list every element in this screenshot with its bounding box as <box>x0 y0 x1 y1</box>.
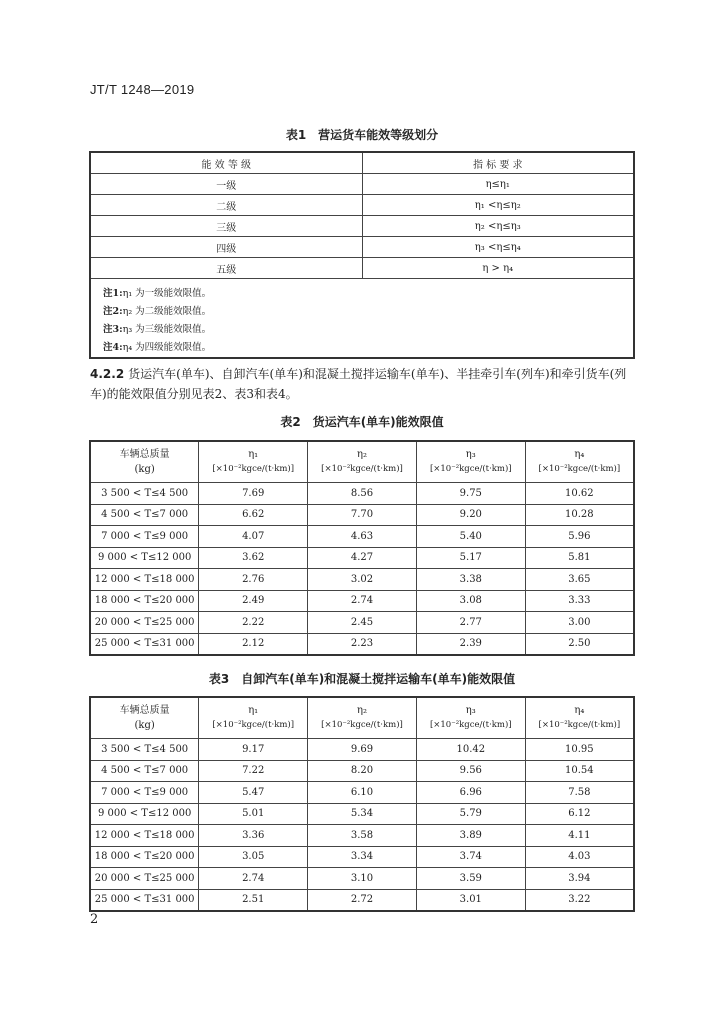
limit-value-cell: 6.10 <box>308 782 417 804</box>
limit-value-cell: 6.62 <box>199 504 308 526</box>
limit-value-cell: 2.77 <box>416 612 525 634</box>
header-text: η₄ <box>574 449 585 460</box>
table-row <box>90 825 634 847</box>
grade-cell: 三级 <box>90 216 362 237</box>
table-row <box>90 633 634 655</box>
header-gross-mass <box>90 441 199 483</box>
mass-range-cell: 20 000 < T≤25 000 <box>90 612 199 634</box>
requirement-cell: η₂ <η≤η₃ <box>362 216 634 237</box>
mass-range-cell: 7 000 < T≤9 000 <box>90 526 199 548</box>
limit-value-cell: 3.01 <box>416 889 525 911</box>
header-text: [×10⁻²kgce/(t·km)] <box>538 720 621 730</box>
limit-value-cell: 7.58 <box>525 782 634 804</box>
header-text: η₃ <box>465 449 476 460</box>
note-label: 注2: <box>103 306 123 317</box>
header-text: [×10⁻²kgce/(t·km)] <box>321 464 403 474</box>
table-row <box>90 739 634 761</box>
header-text: [×10⁻²kgce/(t·km)] <box>321 720 403 730</box>
limit-value-cell: 10.42 <box>416 739 525 761</box>
limit-value-cell: 10.95 <box>525 739 634 761</box>
limit-value-cell: 8.20 <box>308 760 417 782</box>
header-eta2 <box>308 697 417 739</box>
note-label: 注4: <box>103 342 123 353</box>
table2-caption-title: 货运汽车(单车)能效限值 <box>312 415 444 429</box>
document-code: JT/T 1248—2019 <box>90 82 195 97</box>
limit-value-cell: 3.33 <box>525 590 634 612</box>
limit-value-cell: 6.96 <box>416 782 525 804</box>
mass-range-cell: 9 000 < T≤12 000 <box>90 547 199 569</box>
limit-value-cell: 3.22 <box>525 889 634 911</box>
page-number: 2 <box>90 912 99 927</box>
header-text: 车辆总质量 <box>119 705 170 716</box>
mass-range-cell: 12 000 < T≤18 000 <box>90 569 199 591</box>
note-line <box>103 303 633 321</box>
table-row <box>90 889 634 911</box>
table3-caption-number: 表3 <box>208 672 230 686</box>
header-eta3 <box>416 697 525 739</box>
dump-truck-limit-table <box>89 696 635 912</box>
header-text: (kg) <box>134 464 155 475</box>
limit-value-cell: 3.05 <box>199 846 308 868</box>
table-row <box>90 216 634 237</box>
header-text: η₂ 为二级能效限值。 <box>122 306 212 317</box>
table1-header-grade: 能 效 等 级 <box>90 152 362 174</box>
header-eta2 <box>308 441 417 483</box>
limit-value-cell: 3.08 <box>416 590 525 612</box>
limit-value-cell: 4.03 <box>525 846 634 868</box>
table-row <box>90 803 634 825</box>
limit-value-cell: 3.62 <box>199 547 308 569</box>
limit-value-cell: 5.17 <box>416 547 525 569</box>
mass-range-cell: 18 000 < T≤20 000 <box>90 590 199 612</box>
limit-value-cell: 2.23 <box>308 633 417 655</box>
table-row <box>90 237 634 258</box>
header-text: η₄ 为四级能效限值。 <box>122 342 212 353</box>
table-row <box>90 195 634 216</box>
grade-cell: 一级 <box>90 174 362 195</box>
note-line <box>103 339 633 357</box>
note-line <box>103 285 633 303</box>
limit-value-cell: 9.69 <box>308 739 417 761</box>
header-text: η₂ <box>356 449 367 460</box>
requirement-cell: η≤η₁ <box>362 174 634 195</box>
limit-value-cell: 5.96 <box>525 526 634 548</box>
mass-range-cell: 4 500 < T≤7 000 <box>90 760 199 782</box>
limit-value-cell: 7.69 <box>199 483 308 505</box>
table1-caption-title: 营运货车能效等级划分 <box>318 128 439 142</box>
clause-text: 货运汽车(单车)、自卸汽车(单车)和混凝土搅拌运输车(单车)、半挂牵引车(列车)和牵引货车(列车)的能效限值分别见表2、表3和表4。 <box>90 367 627 401</box>
limit-value-cell: 10.62 <box>525 483 634 505</box>
limit-value-cell: 4.11 <box>525 825 634 847</box>
limit-value-cell: 2.51 <box>199 889 308 911</box>
table-row <box>90 569 634 591</box>
limit-value-cell: 4.27 <box>308 547 417 569</box>
clause-number: 4.2.2 <box>90 367 125 381</box>
table-row <box>90 846 634 868</box>
header-text: [×10⁻²kgce/(t·km)] <box>429 720 512 730</box>
requirement-cell: η₁ <η≤η₂ <box>362 195 634 216</box>
header-eta1 <box>199 441 308 483</box>
limit-value-cell: 2.74 <box>308 590 417 612</box>
limit-value-cell: 3.10 <box>308 868 417 890</box>
limit-value-cell: 2.50 <box>525 633 634 655</box>
limit-value-cell: 2.72 <box>308 889 417 911</box>
grade-cell: 五级 <box>90 258 362 279</box>
limit-value-cell: 8.56 <box>308 483 417 505</box>
mass-range-cell: 18 000 < T≤20 000 <box>90 846 199 868</box>
table1-notes <box>90 279 634 359</box>
table-row <box>90 504 634 526</box>
limit-value-cell: 2.76 <box>199 569 308 591</box>
limit-value-cell: 2.49 <box>199 590 308 612</box>
mass-range-cell: 7 000 < T≤9 000 <box>90 782 199 804</box>
limit-value-cell: 7.22 <box>199 760 308 782</box>
mass-range-cell: 25 000 < T≤31 000 <box>90 889 199 911</box>
limit-value-cell: 6.12 <box>525 803 634 825</box>
limit-value-cell: 3.94 <box>525 868 634 890</box>
header-text: 车辆总质量 <box>119 449 170 460</box>
limit-value-cell: 9.75 <box>416 483 525 505</box>
limit-value-cell: 3.89 <box>416 825 525 847</box>
limit-value-cell: 5.01 <box>199 803 308 825</box>
table-row <box>90 782 634 804</box>
limit-value-cell: 3.36 <box>199 825 308 847</box>
limit-value-cell: 4.63 <box>308 526 417 548</box>
limit-value-cell: 3.65 <box>525 569 634 591</box>
note-line <box>103 321 633 339</box>
header-text: η₄ <box>574 705 585 716</box>
header-text: η₂ <box>356 705 367 716</box>
header-text: η₁ 为一级能效限值。 <box>122 288 212 299</box>
table-row <box>90 760 634 782</box>
table-row <box>90 526 634 548</box>
limit-value-cell: 3.02 <box>308 569 417 591</box>
requirement-cell: η₃ <η≤η₄ <box>362 237 634 258</box>
header-gross-mass <box>90 697 199 739</box>
table-row <box>90 258 634 279</box>
limit-value-cell: 2.22 <box>199 612 308 634</box>
header-text: η₃ <box>465 705 476 716</box>
table-row <box>90 612 634 634</box>
grade-cell: 二级 <box>90 195 362 216</box>
table2-caption-number: 表2 <box>280 415 301 429</box>
header-eta3 <box>416 441 525 483</box>
header-text: [×10⁻²kgce/(t·km)] <box>538 464 621 474</box>
limit-value-cell: 3.00 <box>525 612 634 634</box>
table-row <box>90 868 634 890</box>
limit-value-cell: 10.54 <box>525 760 634 782</box>
table3-caption-title: 自卸汽车(单车)和混凝土搅拌运输车(单车)能效限值 <box>241 672 516 686</box>
mass-range-cell: 3 500 < T≤4 500 <box>90 739 199 761</box>
header-text: [×10⁻²kgce/(t·km)] <box>212 464 295 474</box>
table-row <box>90 590 634 612</box>
limit-value-cell: 3.74 <box>416 846 525 868</box>
limit-value-cell: 5.40 <box>416 526 525 548</box>
limit-value-cell: 5.79 <box>416 803 525 825</box>
table1-header-requirement: 指 标 要 求 <box>362 152 634 174</box>
table1-caption <box>0 126 724 143</box>
header-eta4 <box>525 697 634 739</box>
requirement-cell: η > η₄ <box>362 258 634 279</box>
table-row <box>90 174 634 195</box>
limit-value-cell: 7.70 <box>308 504 417 526</box>
mass-range-cell: 4 500 < T≤7 000 <box>90 504 199 526</box>
header-text: [×10⁻²kgce/(t·km)] <box>429 464 512 474</box>
efficiency-grade-table <box>89 151 635 359</box>
limit-value-cell: 5.47 <box>199 782 308 804</box>
mass-range-cell: 12 000 < T≤18 000 <box>90 825 199 847</box>
header-eta4 <box>525 441 634 483</box>
limit-value-cell: 3.59 <box>416 868 525 890</box>
grade-cell: 四级 <box>90 237 362 258</box>
limit-value-cell: 5.34 <box>308 803 417 825</box>
limit-value-cell: 3.38 <box>416 569 525 591</box>
limit-value-cell: 2.12 <box>199 633 308 655</box>
limit-value-cell: 2.45 <box>308 612 417 634</box>
limit-value-cell: 9.56 <box>416 760 525 782</box>
table-row <box>90 483 634 505</box>
table1-caption-number: 表1 <box>285 128 307 142</box>
limit-value-cell: 5.81 <box>525 547 634 569</box>
header-text: [×10⁻²kgce/(t·km)] <box>212 720 295 730</box>
limit-value-cell: 2.74 <box>199 868 308 890</box>
mass-range-cell: 9 000 < T≤12 000 <box>90 803 199 825</box>
header-eta1 <box>199 697 308 739</box>
note-label: 注3: <box>103 324 123 335</box>
mass-range-cell: 3 500 < T≤4 500 <box>90 483 199 505</box>
freight-truck-limit-table <box>89 440 635 656</box>
limit-value-cell: 3.58 <box>308 825 417 847</box>
limit-value-cell: 3.34 <box>308 846 417 868</box>
header-text: η₃ 为三级能效限值。 <box>122 324 212 335</box>
header-text: η₁ <box>248 705 259 716</box>
limit-value-cell: 4.07 <box>199 526 308 548</box>
limit-value-cell: 9.17 <box>199 739 308 761</box>
mass-range-cell: 20 000 < T≤25 000 <box>90 868 199 890</box>
clause-4-2-2 <box>90 364 635 404</box>
table3-caption <box>0 670 724 687</box>
table2-caption <box>0 413 724 430</box>
mass-range-cell: 25 000 < T≤31 000 <box>90 633 199 655</box>
note-label: 注1: <box>103 288 123 299</box>
header-text: (kg) <box>134 720 155 731</box>
limit-value-cell: 2.39 <box>416 633 525 655</box>
table-row <box>90 547 634 569</box>
limit-value-cell: 9.20 <box>416 504 525 526</box>
header-text: η₁ <box>248 449 259 460</box>
limit-value-cell: 10.28 <box>525 504 634 526</box>
